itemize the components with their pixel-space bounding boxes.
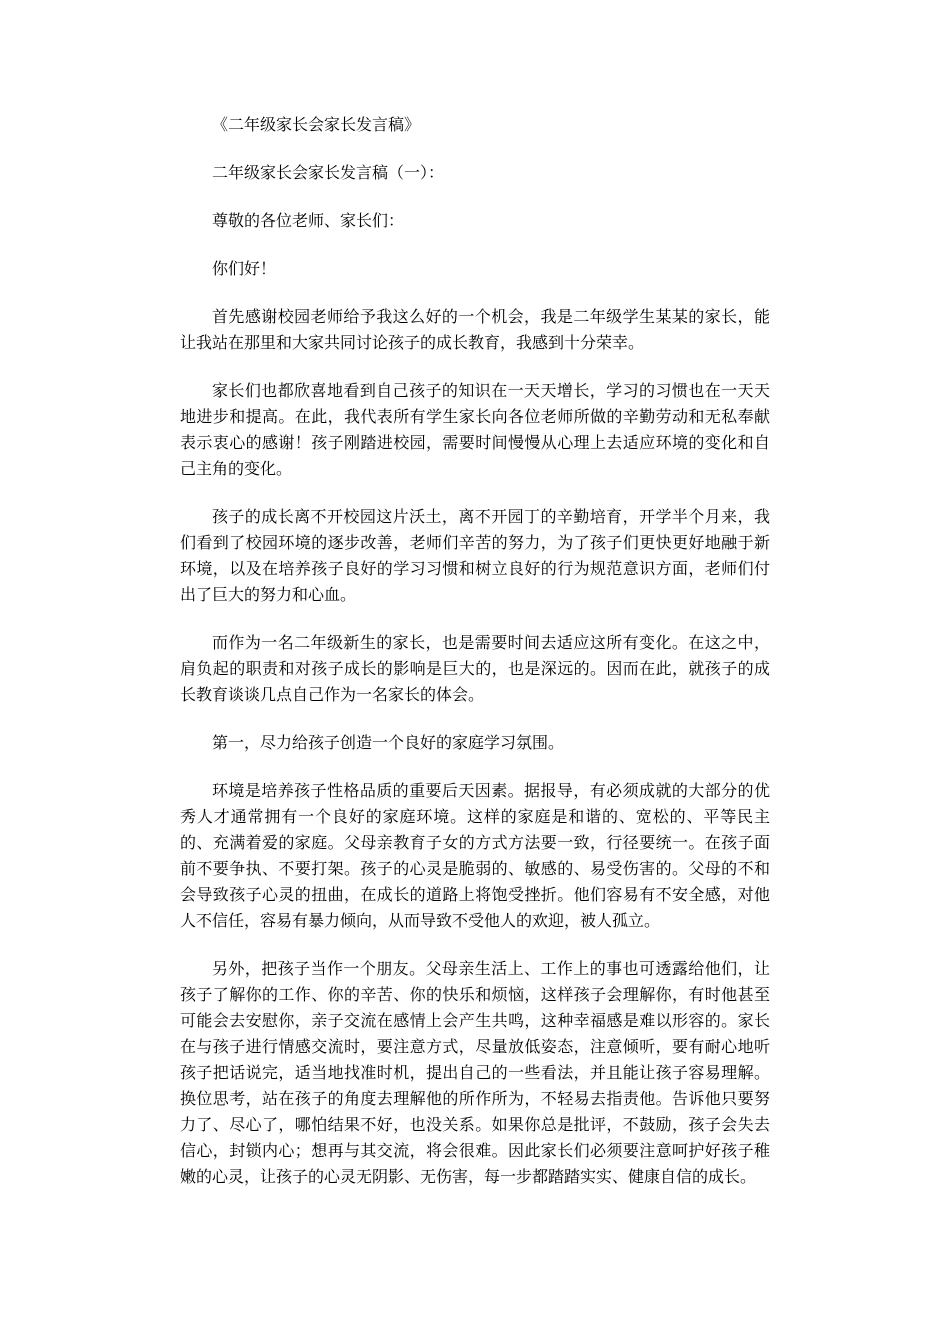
paragraph-school-efforts: 孩子的成长离不开校园这片沃土，离不开园丁的辛勤培育，开学半个月来，我们看到了校园环境的逐步改善，老师们辛苦的努力，为了孩子们更快更好地融于新环境，以及在培养孩子良好的学习习惯和树立良好的行为规范意识方面，老师们付出了巨大的努力和心血。 xyxy=(180,507,770,604)
document-page xyxy=(180,112,770,1212)
paragraph-thanks: 家长们也都欣喜地看到自己孩子的知识在一天天增长，学习的习惯也在一天天地进步和提高。在此，我代表所有学生家长向各位老师所做的辛勤劳动和无私奉献表示衷心的感谢！孩子刚踏进校园，需要时间慢慢从心理上去适应环境的变化和自己主角的变化。 xyxy=(180,381,770,478)
paragraph-family-environment: 环境是培养孩子性格品质的重要后天因素。据报导，有必须成就的大部分的优秀人才通常拥有一个良好的家庭环境。这样的家庭是和谐的、宽松的、平等民主的、充满着爱的家庭。父母亲教育子女的方式方法要一致，行径要统一。在孩子面前不要争执、不要打架。孩子的心灵是脆弱的、敏感的、易受伤害的。父母的不和会导致孩子心灵的扭曲，在成长的道路上将饱受挫折。他们容易有不安全感，对他人不信任，容易有暴力倾向，从而导致不受他人的欢迎，被人孤立。 xyxy=(180,781,770,930)
point-one-heading: 第一，尽力给孩子创造一个良好的家庭学习氛围。 xyxy=(212,733,565,752)
speech-subtitle: 二年级家长会家长发言稿（一）： xyxy=(212,163,445,182)
greeting: 你们好！ xyxy=(212,259,277,278)
salutation: 尊敬的各位老师、家长们： xyxy=(212,211,405,230)
document-title: 《二年级家长会家长发言稿》 xyxy=(212,115,421,134)
paragraph-parent-role: 而作为一名二年级新生的家长，也是需要时间去适应这所有变化。在这之中，肩负起的职责和对孩子成长的影响是巨大的，也是深远的。因而在此，就孩子的成长教育谈谈几点自己作为一名家长的体会。 xyxy=(180,633,770,704)
paragraph-opening: 首先感谢校园老师给予我这么好的一个机会，我是二年级学生某某的家长，能让我站在那里和大家共同讨论孩子的成长教育，我感到十分荣幸。 xyxy=(180,307,770,352)
paragraph-child-as-friend: 另外，把孩子当作一个朋友。父母亲生活上、工作上的事也可透露给他们，让孩子了解你的工作、你的辛苦、你的快乐和烦恼，这样孩子会理解你，有时他甚至可能会去安慰你，亲子交流在感情上会产生共鸣，这种幸福感是难以形容的。家长在与孩子进行情感交流时，要注意方式，尽量放低姿态，注意倾听，要有耐心地听孩子把话说完，适当地找准时机，提出自己的一些看法，并且能让孩子容易理解。换位思考，站在孩子的角度去理解他的所作所为，不轻易去指责他。告诉他只要努力了、尽心了，哪怕结果不好，也没关系。如果你总是批评，不鼓励，孩子会失去信心，封锁内心；想再与其交流，将会很难。因此家长们必须要注意呵护好孩子稚嫩的心灵，让孩子的心灵无阴影、无伤害，每一步都踏踏实实、健康自信的成长。 xyxy=(180,959,770,1186)
